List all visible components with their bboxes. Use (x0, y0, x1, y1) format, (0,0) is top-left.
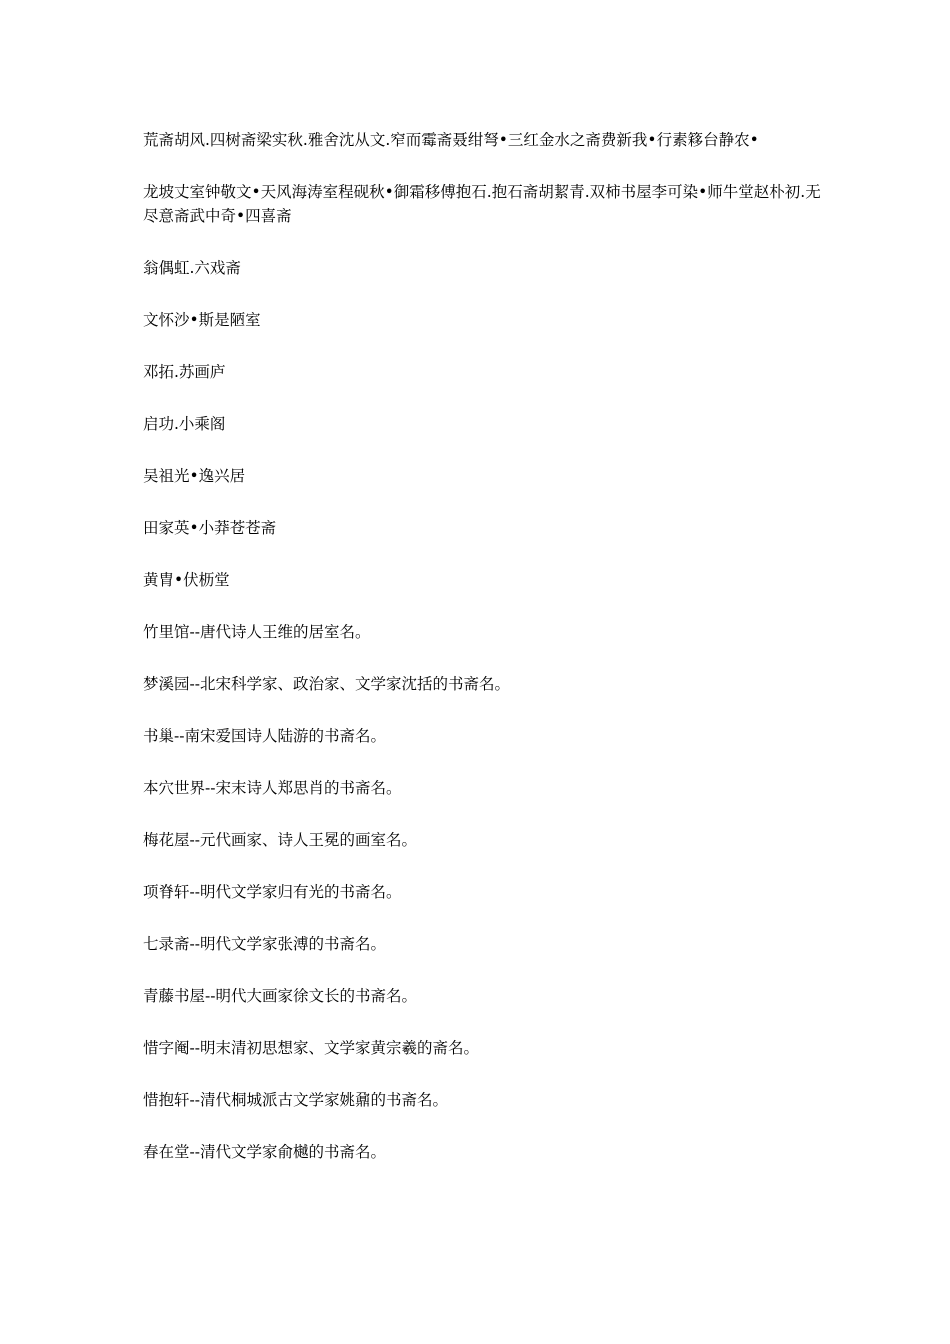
paragraph: 吴祖光•逸兴居 (143, 467, 246, 485)
paragraph: 黄胄•伏枥堂 (143, 571, 230, 589)
paragraph: 书巢--南宋爱国诗人陆游的书斋名。 (143, 727, 386, 745)
paragraph: 翁偶虹.六戏斋 (143, 259, 241, 277)
paragraph: 田家英•小莽苍苍斋 (143, 519, 277, 537)
paragraph: 项脊轩--明代文学家归有光的书斋名。 (143, 883, 402, 901)
paragraph: 本穴世界--宋末诗人郑思肖的书斋名。 (143, 779, 402, 797)
paragraph: 启功.小乘阁 (143, 415, 226, 433)
paragraph: 龙坡丈室钟敬文•天风海涛室程砚秋•御霜移傅抱石.抱石斋胡絜青.双柿书屋李可染•师牛堂赵朴初.无尽意斋武中奇•四喜斋 (143, 183, 821, 225)
paragraph: 荒斋胡风.四树斋梁实秋.雅舍沈从文.窄而霉斋聂绀弩•三红金水之斋费新我•行素簃台静农• (143, 131, 759, 149)
document-body (143, 128, 823, 1192)
paragraph: 七录斋--明代文学家张溥的书斋名。 (143, 935, 386, 953)
paragraph: 青藤书屋--明代大画家徐文长的书斋名。 (143, 987, 417, 1005)
paragraph: 梦溪园--北宋科学家、政治家、文学家沈括的书斋名。 (143, 675, 510, 693)
paragraph: 邓拓.苏画庐 (143, 363, 226, 381)
paragraph: 文怀沙•斯是陋室 (143, 311, 261, 329)
paragraph: 梅花屋--元代画家、诗人王冕的画室名。 (143, 831, 417, 849)
paragraph: 惜抱轩--清代桐城派古文学家姚鼐的书斋名。 (143, 1091, 448, 1109)
paragraph: 春在堂--清代文学家俞樾的书斋名。 (143, 1143, 386, 1161)
paragraph: 竹里馆--唐代诗人王维的居室名。 (143, 623, 371, 641)
paragraph: 惜字阉--明末清初思想家、文学家黄宗羲的斋名。 (143, 1039, 479, 1057)
